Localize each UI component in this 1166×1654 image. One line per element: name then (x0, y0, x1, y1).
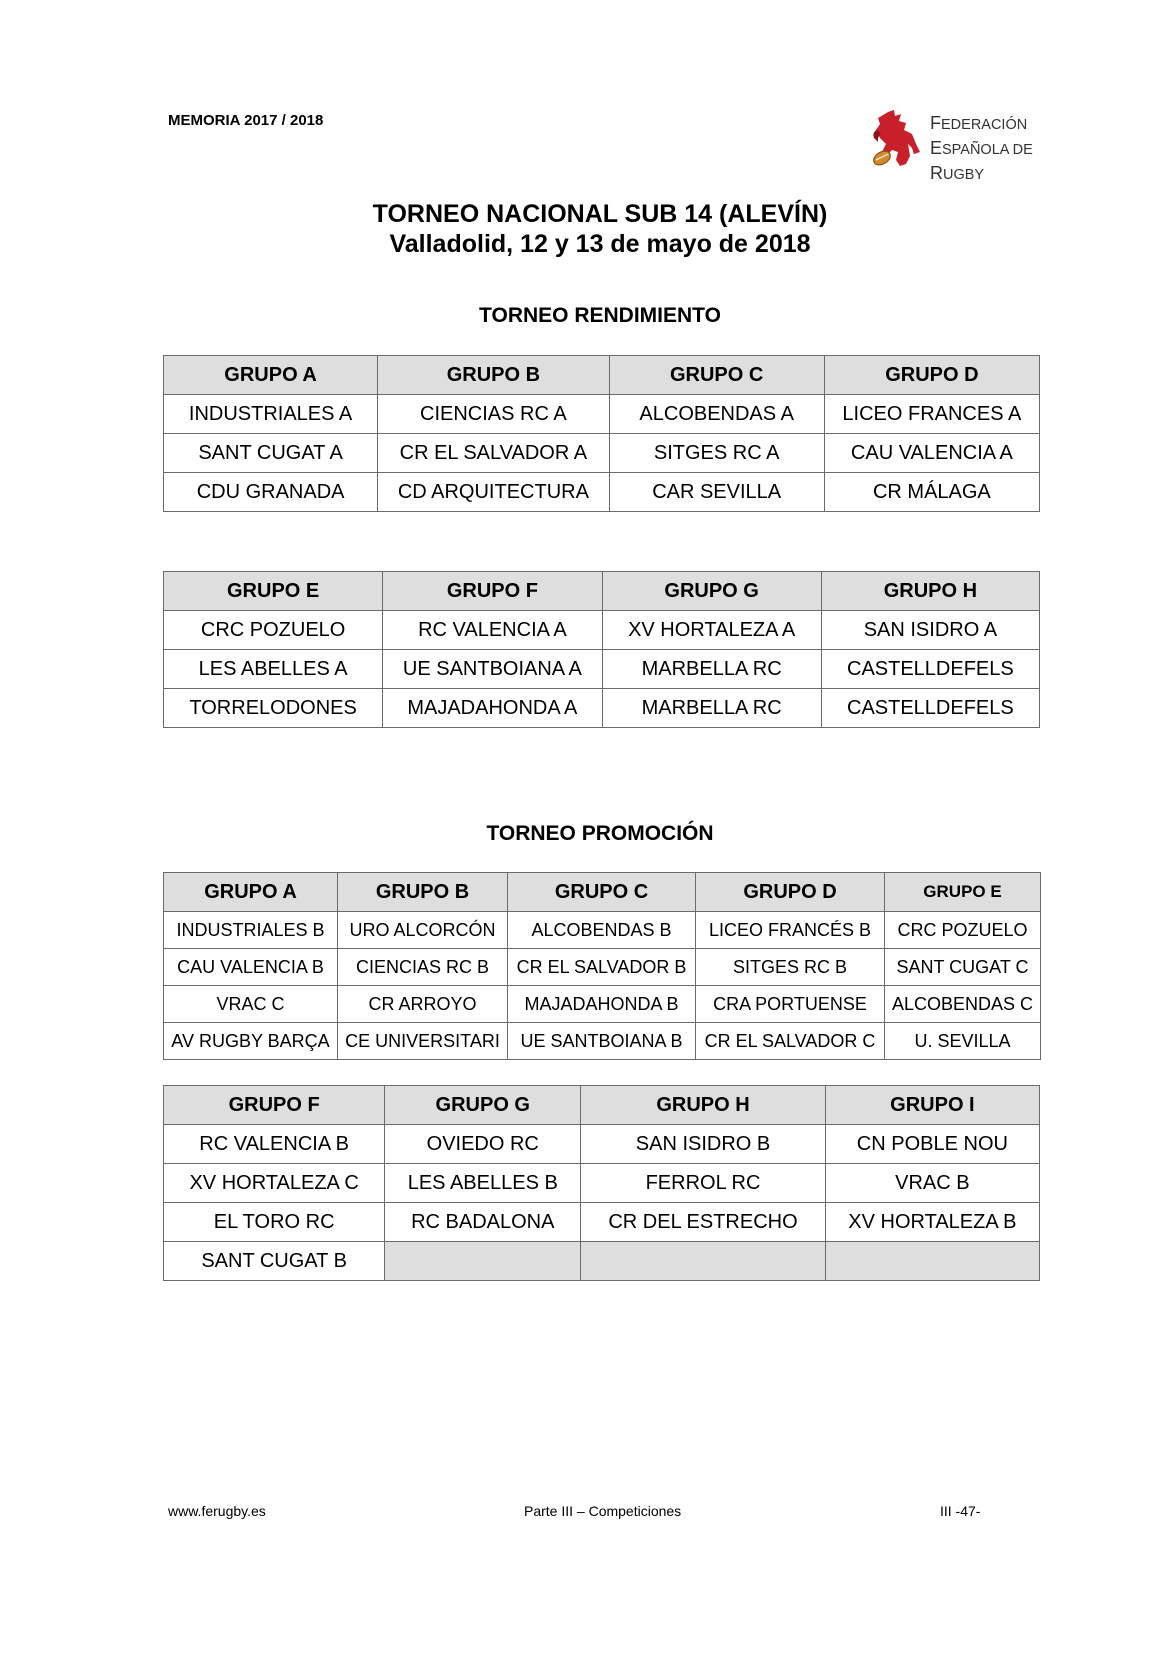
team-cell: CN POBLE NOU (825, 1125, 1039, 1164)
team-cell: CR EL SALVADOR A (378, 434, 609, 473)
team-cell: SITGES RC B (696, 949, 885, 986)
team-cell: MAJADAHONDA B (508, 986, 696, 1023)
team-cell: OVIEDO RC (385, 1125, 581, 1164)
team-cell: CDU GRANADA (164, 473, 378, 512)
team-cell: MARBELLA RC (602, 689, 821, 728)
lion-rugby-icon (868, 108, 924, 170)
team-cell: UE SANTBOIANA B (508, 1023, 696, 1060)
group-header: GRUPO C (508, 873, 696, 912)
table-row (164, 650, 1040, 689)
team-cell: SANT CUGAT B (164, 1242, 385, 1281)
table-row (164, 986, 1041, 1023)
team-cell: MARBELLA RC (602, 650, 821, 689)
team-cell: VRAC C (164, 986, 338, 1023)
table-row (164, 1242, 1040, 1281)
table-row (164, 395, 1040, 434)
team-cell: CR ARROYO (338, 986, 508, 1023)
group-header: GRUPO E (164, 572, 383, 611)
footer-page-number: III -47- (940, 1503, 981, 1519)
team-cell: CR EL SALVADOR C (696, 1023, 885, 1060)
table-header-row (164, 873, 1041, 912)
team-cell: CD ARQUITECTURA (378, 473, 609, 512)
rendimiento-table-1 (163, 355, 1040, 512)
team-cell: SANT CUGAT A (164, 434, 378, 473)
team-cell: CRC POZUELO (885, 912, 1041, 949)
group-header: GRUPO H (821, 572, 1039, 611)
group-header: GRUPO G (602, 572, 821, 611)
footer-website: www.ferugby.es (168, 1503, 266, 1519)
table-row (164, 434, 1040, 473)
group-header: GRUPO B (378, 356, 609, 395)
team-cell: UE SANTBOIANA A (383, 650, 602, 689)
section-heading-promocion: TORNEO PROMOCIÓN (486, 822, 714, 845)
team-cell: RC BADALONA (385, 1203, 581, 1242)
team-cell: VRAC B (825, 1164, 1039, 1203)
page-title: TORNEO NACIONAL SUB 14 (ALEVÍN) (372, 200, 828, 228)
team-cell: CE UNIVERSITARI (338, 1023, 508, 1060)
table-row (164, 1023, 1041, 1060)
footer-section: Parte III – Competiciones (524, 1503, 682, 1519)
team-cell: RC VALENCIA B (164, 1125, 385, 1164)
team-cell: AV RUGBY BARÇA (164, 1023, 338, 1060)
page-subtitle: Valladolid, 12 y 13 de mayo de 2018 (389, 230, 811, 258)
group-header: GRUPO C (609, 356, 824, 395)
section-heading-rendimiento: TORNEO RENDIMIENTO (479, 304, 721, 327)
group-header: GRUPO D (696, 873, 885, 912)
team-cell: LES ABELLES B (385, 1164, 581, 1203)
table-row (164, 611, 1040, 650)
team-cell: SITGES RC A (609, 434, 824, 473)
group-header: GRUPO G (385, 1086, 581, 1125)
team-cell: CR EL SALVADOR B (508, 949, 696, 986)
team-cell: CAR SEVILLA (609, 473, 824, 512)
table-row (164, 689, 1040, 728)
team-cell: CIENCIAS RC A (378, 395, 609, 434)
logo-line-1: FEDERACIÓN (930, 113, 1028, 133)
team-cell: CR DEL ESTRECHO (581, 1203, 826, 1242)
team-cell: LICEO FRANCES A (824, 395, 1039, 434)
team-cell: TORRELODONES (164, 689, 383, 728)
team-cell: CAU VALENCIA B (164, 949, 338, 986)
team-cell: LES ABELLES A (164, 650, 383, 689)
empty-cell (385, 1242, 581, 1281)
team-cell: CAU VALENCIA A (824, 434, 1039, 473)
table-header-row (164, 356, 1040, 395)
team-cell: ALCOBENDAS B (508, 912, 696, 949)
team-cell: FERROL RC (581, 1164, 826, 1203)
rendimiento-table-2 (163, 571, 1040, 728)
empty-cell (581, 1242, 826, 1281)
team-cell: EL TORO RC (164, 1203, 385, 1242)
team-cell: U. SEVILLA (885, 1023, 1041, 1060)
group-header: GRUPO I (825, 1086, 1039, 1125)
team-cell: XV HORTALEZA A (602, 611, 821, 650)
group-header: GRUPO D (824, 356, 1039, 395)
team-cell: CRC POZUELO (164, 611, 383, 650)
empty-cell (825, 1242, 1039, 1281)
team-cell: MAJADAHONDA A (383, 689, 602, 728)
table-row (164, 912, 1041, 949)
team-cell: INDUSTRIALES A (164, 395, 378, 434)
promocion-table-1 (163, 872, 1041, 1060)
table-row (164, 949, 1041, 986)
group-header: GRUPO A (164, 873, 338, 912)
group-header: GRUPO E (885, 873, 1041, 912)
team-cell: CIENCIAS RC B (338, 949, 508, 986)
team-cell: LICEO FRANCÉS B (696, 912, 885, 949)
team-cell: INDUSTRIALES B (164, 912, 338, 949)
team-cell: CR MÁLAGA (824, 473, 1039, 512)
team-cell: URO ALCORCÓN (338, 912, 508, 949)
group-header: GRUPO H (581, 1086, 826, 1125)
federation-logo (868, 106, 1038, 182)
table-header-row (164, 1086, 1040, 1125)
table-row (164, 473, 1040, 512)
group-header: GRUPO F (164, 1086, 385, 1125)
memoria-label: MEMORIA 2017 / 2018 (168, 112, 324, 129)
promocion-table-2 (163, 1085, 1040, 1281)
team-cell: RC VALENCIA A (383, 611, 602, 650)
table-row (164, 1164, 1040, 1203)
team-cell: CRA PORTUENSE (696, 986, 885, 1023)
group-header: GRUPO B (338, 873, 508, 912)
table-header-row (164, 572, 1040, 611)
logo-line-3: RUGBY (930, 163, 985, 183)
team-cell: XV HORTALEZA C (164, 1164, 385, 1203)
table-row (164, 1125, 1040, 1164)
group-header: GRUPO F (383, 572, 602, 611)
team-cell: CASTELLDEFELS (821, 689, 1039, 728)
team-cell: SANT CUGAT C (885, 949, 1041, 986)
team-cell: ALCOBENDAS C (885, 986, 1041, 1023)
team-cell: ALCOBENDAS A (609, 395, 824, 434)
logo-line-2: ESPAÑOLA DE (930, 138, 1033, 158)
team-cell: SAN ISIDRO A (821, 611, 1039, 650)
team-cell: SAN ISIDRO B (581, 1125, 826, 1164)
table-row (164, 1203, 1040, 1242)
team-cell: XV HORTALEZA B (825, 1203, 1039, 1242)
group-header: GRUPO A (164, 356, 378, 395)
team-cell: CASTELLDEFELS (821, 650, 1039, 689)
